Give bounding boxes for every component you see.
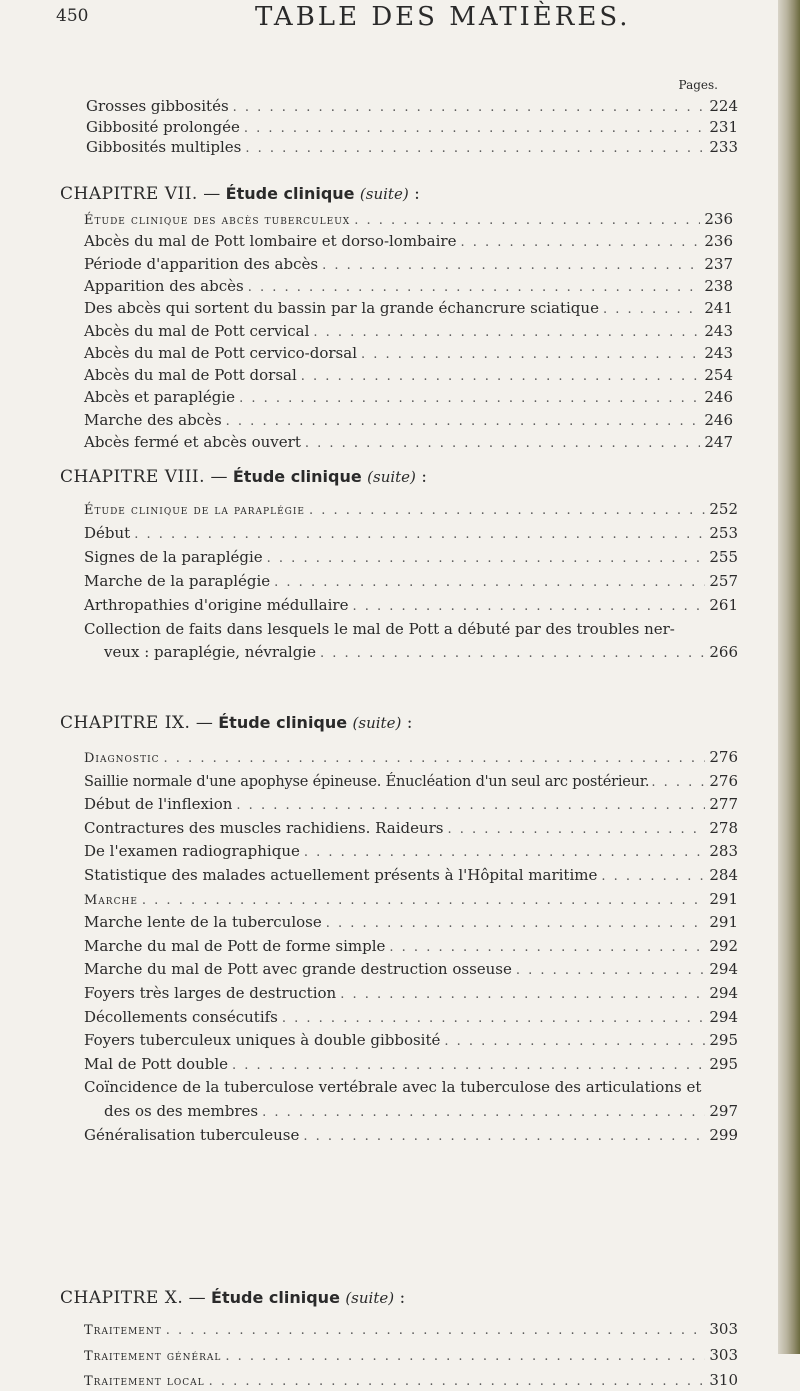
dot-leader	[304, 845, 706, 860]
chapter-heading	[60, 184, 420, 204]
chapter-subtitle: (suite)	[367, 468, 416, 486]
dot-leader	[248, 280, 701, 295]
chapter-colon: :	[401, 713, 413, 733]
toc-entry	[84, 548, 738, 568]
toc-entry-page: 292	[709, 936, 738, 955]
toc-entry-title: Abcès du mal de Pott cervical	[84, 321, 310, 340]
toc-entry-title: Marche du mal de Pott de forme simple	[84, 936, 386, 955]
dot-leader	[313, 325, 700, 340]
toc-entry-page: 243	[704, 321, 733, 340]
toc-entry-page: 246	[704, 410, 733, 429]
dot-leader	[516, 963, 705, 978]
toc-entry-title: veux : paraplégie, névralgie	[104, 643, 317, 662]
toc-entry-text: Collection de faits dans lesquels le mal de Pott a débuté par des troubles ner-	[84, 619, 675, 638]
toc-entry	[84, 795, 738, 815]
page-edge-shadow	[778, 0, 800, 1354]
dot-leader	[389, 940, 705, 955]
toc-entry-page: 247	[704, 433, 733, 451]
chapter-title: Étude clinique	[232, 467, 362, 486]
toc-entry-title: Généralisation tuberculeuse	[84, 1125, 300, 1144]
dot-leader	[267, 551, 706, 566]
toc-entry-page: 278	[709, 818, 738, 837]
toc-entry	[86, 118, 738, 138]
toc-entry-title: Étude clinique de la paraplégie	[84, 503, 305, 518]
toc-entry-page: 291	[709, 889, 738, 908]
dot-leader	[225, 1349, 705, 1364]
toc-entry-page: 231	[709, 117, 738, 136]
chapter-colon: :	[394, 1288, 406, 1308]
dot-leader	[245, 141, 705, 156]
toc-entry	[84, 819, 738, 839]
toc-entry	[84, 1055, 738, 1075]
toc-entry-title: Arthropathies d'origine médullaire	[84, 595, 349, 614]
toc-entry	[84, 890, 738, 910]
dot-leader	[142, 893, 705, 908]
toc-entry	[84, 1371, 738, 1391]
dot-leader	[305, 436, 701, 451]
toc-entry-page: 294	[709, 960, 738, 979]
chapter-title: Étude clinique	[218, 713, 348, 732]
chapter-colon: :	[408, 184, 420, 204]
dot-leader	[301, 369, 701, 384]
dot-leader	[262, 1105, 705, 1120]
dot-leader	[352, 599, 705, 614]
toc-entry	[86, 97, 738, 117]
toc-entry-title: Gibbosité prolongée	[86, 117, 240, 136]
toc-entry-page: 303	[709, 1320, 738, 1338]
toc-entry-page: 276	[709, 748, 738, 766]
chapter-number: CHAPITRE VII.	[60, 184, 198, 204]
toc-entry-title: Marche	[84, 892, 138, 908]
dot-leader	[164, 751, 706, 766]
toc-entry	[84, 524, 738, 544]
chapter-subtitle: (suite)	[359, 185, 409, 203]
toc-entry-page: 224	[709, 97, 738, 115]
toc-entry-page: 233	[709, 138, 738, 156]
toc-entry-title: Mal de Pott double	[84, 1054, 229, 1073]
chapter-title: Étude clinique	[211, 1288, 340, 1307]
dot-leader	[601, 869, 705, 884]
toc-entry-title: Abcès du mal de Pott dorsal	[84, 366, 297, 385]
toc-entry	[84, 572, 738, 592]
toc-entry	[84, 596, 738, 616]
chapter-title: Étude clinique	[225, 184, 355, 203]
dot-leader	[236, 798, 705, 813]
toc-entry-page: 237	[704, 254, 733, 273]
toc-entry-page: 236	[704, 232, 733, 251]
chapter-number: CHAPITRE X.	[60, 1288, 184, 1308]
dot-leader	[244, 121, 706, 136]
dot-leader	[166, 1323, 706, 1338]
toc-entry	[84, 500, 738, 520]
chapter-number: CHAPITRE VIII.	[60, 467, 206, 487]
toc-entry	[84, 748, 738, 768]
toc-entry-title: Période d'apparition des abcès	[84, 254, 319, 273]
dot-leader	[134, 527, 705, 542]
toc-entry	[84, 299, 733, 319]
toc-entry-page: 310	[709, 1371, 738, 1389]
chapter-heading	[60, 467, 427, 487]
toc-entry-page: 252	[709, 500, 738, 518]
toc-entry-title: Abcès fermé et abcès ouvert	[84, 433, 301, 451]
toc-entry-page: 277	[709, 795, 738, 814]
dot-leader	[322, 258, 700, 273]
toc-entry-title: De l'examen radiographique	[84, 842, 300, 861]
toc-entry	[84, 1320, 738, 1340]
dot-leader	[309, 503, 705, 518]
toc-entry	[84, 937, 738, 957]
pages-column-label: Pages.	[678, 78, 718, 92]
toc-entry	[84, 1346, 738, 1366]
toc-entry-page: 276	[709, 771, 738, 790]
toc-entry-title: Abcès du mal de Pott lombaire et dorso-lombaire	[84, 232, 457, 251]
toc-entry-page: 261	[709, 595, 738, 614]
toc-entry	[84, 772, 738, 792]
toc-entry-title: Diagnostic	[84, 751, 160, 766]
dot-leader	[326, 916, 706, 931]
toc-entry-title: Traitement	[84, 1323, 162, 1338]
toc-entry-page: 238	[704, 276, 733, 295]
dot-leader	[320, 646, 705, 661]
toc-entry-page: 297	[709, 1102, 738, 1120]
toc-entry-page: 253	[709, 523, 738, 542]
toc-entry	[84, 1126, 738, 1146]
toc-entry	[84, 277, 733, 297]
toc-entry-page: 283	[709, 842, 738, 861]
toc-entry-page: 243	[704, 343, 733, 362]
toc-entry-page: 284	[709, 866, 738, 884]
toc-entry-page: 299	[709, 1125, 738, 1144]
toc-entry	[84, 210, 733, 230]
dot-leader	[460, 235, 700, 250]
toc-entry	[86, 138, 738, 158]
toc-entry	[84, 433, 733, 453]
chapter-heading	[60, 1288, 405, 1308]
toc-entry-page: 241	[704, 299, 733, 318]
toc-entry-title: Marche lente de la tuberculose	[84, 913, 322, 932]
running-title: TABLE DES MATIÈRES.	[255, 2, 631, 32]
toc-entry-title: Saillie normale d'une apophyse épineuse. Énucléation d'un seul arc postérieur.	[84, 773, 650, 790]
toc-entry	[84, 322, 733, 342]
chapter-number: CHAPITRE IX.	[60, 713, 191, 733]
dot-leader	[232, 1058, 705, 1073]
dot-leader	[226, 414, 701, 429]
dot-leader	[603, 302, 700, 317]
toc-entry-title: Gibbosités multiples	[86, 138, 242, 156]
toc-entry-page: 294	[709, 984, 738, 1002]
toc-entry-page: 266	[709, 643, 738, 662]
toc-entry	[84, 232, 733, 252]
toc-entry-title: Marche des abcès	[84, 410, 222, 429]
chapter-dash: —	[190, 713, 219, 733]
toc-entry-page: 303	[709, 1345, 738, 1364]
toc-entry-title: Traitement général	[84, 1348, 222, 1364]
dot-leader	[209, 1374, 706, 1389]
chapter-dash: —	[197, 184, 226, 204]
dot-leader	[444, 1034, 705, 1049]
toc-entry-title: Contractures des muscles rachidiens. Raideurs	[84, 818, 444, 837]
toc-entry-title: Traitement local	[84, 1374, 205, 1389]
dot-leader	[448, 822, 706, 837]
toc-entry	[84, 866, 738, 886]
dot-leader	[282, 1011, 705, 1026]
dot-leader	[354, 213, 700, 228]
toc-entry-title: Abcès et paraplégie	[84, 388, 236, 407]
toc-entry-title: Signes de la paraplégie	[84, 547, 263, 566]
toc-entry-title: Foyers très larges de destruction	[84, 984, 337, 1002]
chapter-subtitle: (suite)	[345, 1289, 395, 1307]
toc-entry-title: Foyers tuberculeux uniques à double gibbosité	[84, 1031, 441, 1050]
page-number: 450	[56, 6, 89, 26]
toc-entry	[84, 842, 738, 862]
toc-entry-page: 236	[704, 210, 733, 228]
toc-entry-text: Coïncidence de la tuberculose vertébrale avec la tuberculose des articulations et	[84, 1078, 702, 1097]
chapter-dash: —	[183, 1288, 212, 1308]
toc-entry-page: 295	[709, 1054, 738, 1073]
dot-leader	[233, 100, 706, 115]
toc-entry-title: Marche du mal de Pott avec grande destruction osseuse	[84, 960, 512, 979]
toc-entry-title: Décollements consécutifs	[84, 1007, 278, 1026]
chapter-dash: —	[205, 467, 233, 487]
toc-entry	[84, 255, 733, 275]
toc-entry	[84, 1031, 738, 1051]
toc-entry	[84, 960, 738, 980]
toc-entry-page: 254	[704, 366, 733, 385]
toc-entry-page: 291	[709, 913, 738, 932]
toc-entry-title: Grosses gibbosités	[86, 97, 229, 115]
toc-entry-page: 294	[709, 1007, 738, 1026]
dot-leader	[303, 1129, 705, 1144]
toc-entry	[84, 344, 733, 364]
dot-leader	[274, 575, 705, 590]
toc-entry	[104, 1102, 738, 1122]
toc-entry-title: Début	[84, 523, 131, 542]
toc-entry	[84, 411, 733, 431]
toc-entry-page: 295	[709, 1031, 738, 1050]
toc-entry-title: Marche de la paraplégie	[84, 571, 271, 590]
toc-entry	[84, 388, 733, 408]
dot-leader	[239, 391, 700, 406]
toc-entry-title: Abcès du mal de Pott cervico-dorsal	[84, 343, 357, 362]
toc-entry-page: 257	[709, 571, 738, 590]
toc-entry	[104, 643, 738, 663]
toc-entry	[84, 1008, 738, 1028]
toc-entry-title: Des abcès qui sortent du bassin par la grande échancrure sciatique	[84, 299, 599, 318]
toc-entry-title: Apparition des abcès	[84, 276, 244, 295]
toc-entry	[84, 913, 738, 933]
chapter-heading	[60, 713, 412, 733]
toc-entry-title: Statistique des malades actuellement présents à l'Hôpital maritime	[84, 866, 598, 884]
toc-entry	[84, 984, 738, 1004]
toc-entry-title: Étude clinique des abcès tuberculeux	[84, 213, 351, 228]
dot-leader	[361, 347, 700, 362]
toc-entry-page: 255	[709, 547, 738, 566]
dot-leader	[340, 987, 705, 1002]
toc-entry	[84, 366, 733, 386]
chapter-subtitle: (suite)	[352, 714, 402, 732]
dot-leader	[651, 775, 707, 790]
chapter-colon: :	[415, 467, 428, 487]
toc-entry-title: des os des membres	[104, 1102, 259, 1120]
toc-entry-title: Début de l'inflexion	[84, 795, 233, 814]
toc-entry-page: 246	[704, 388, 733, 407]
